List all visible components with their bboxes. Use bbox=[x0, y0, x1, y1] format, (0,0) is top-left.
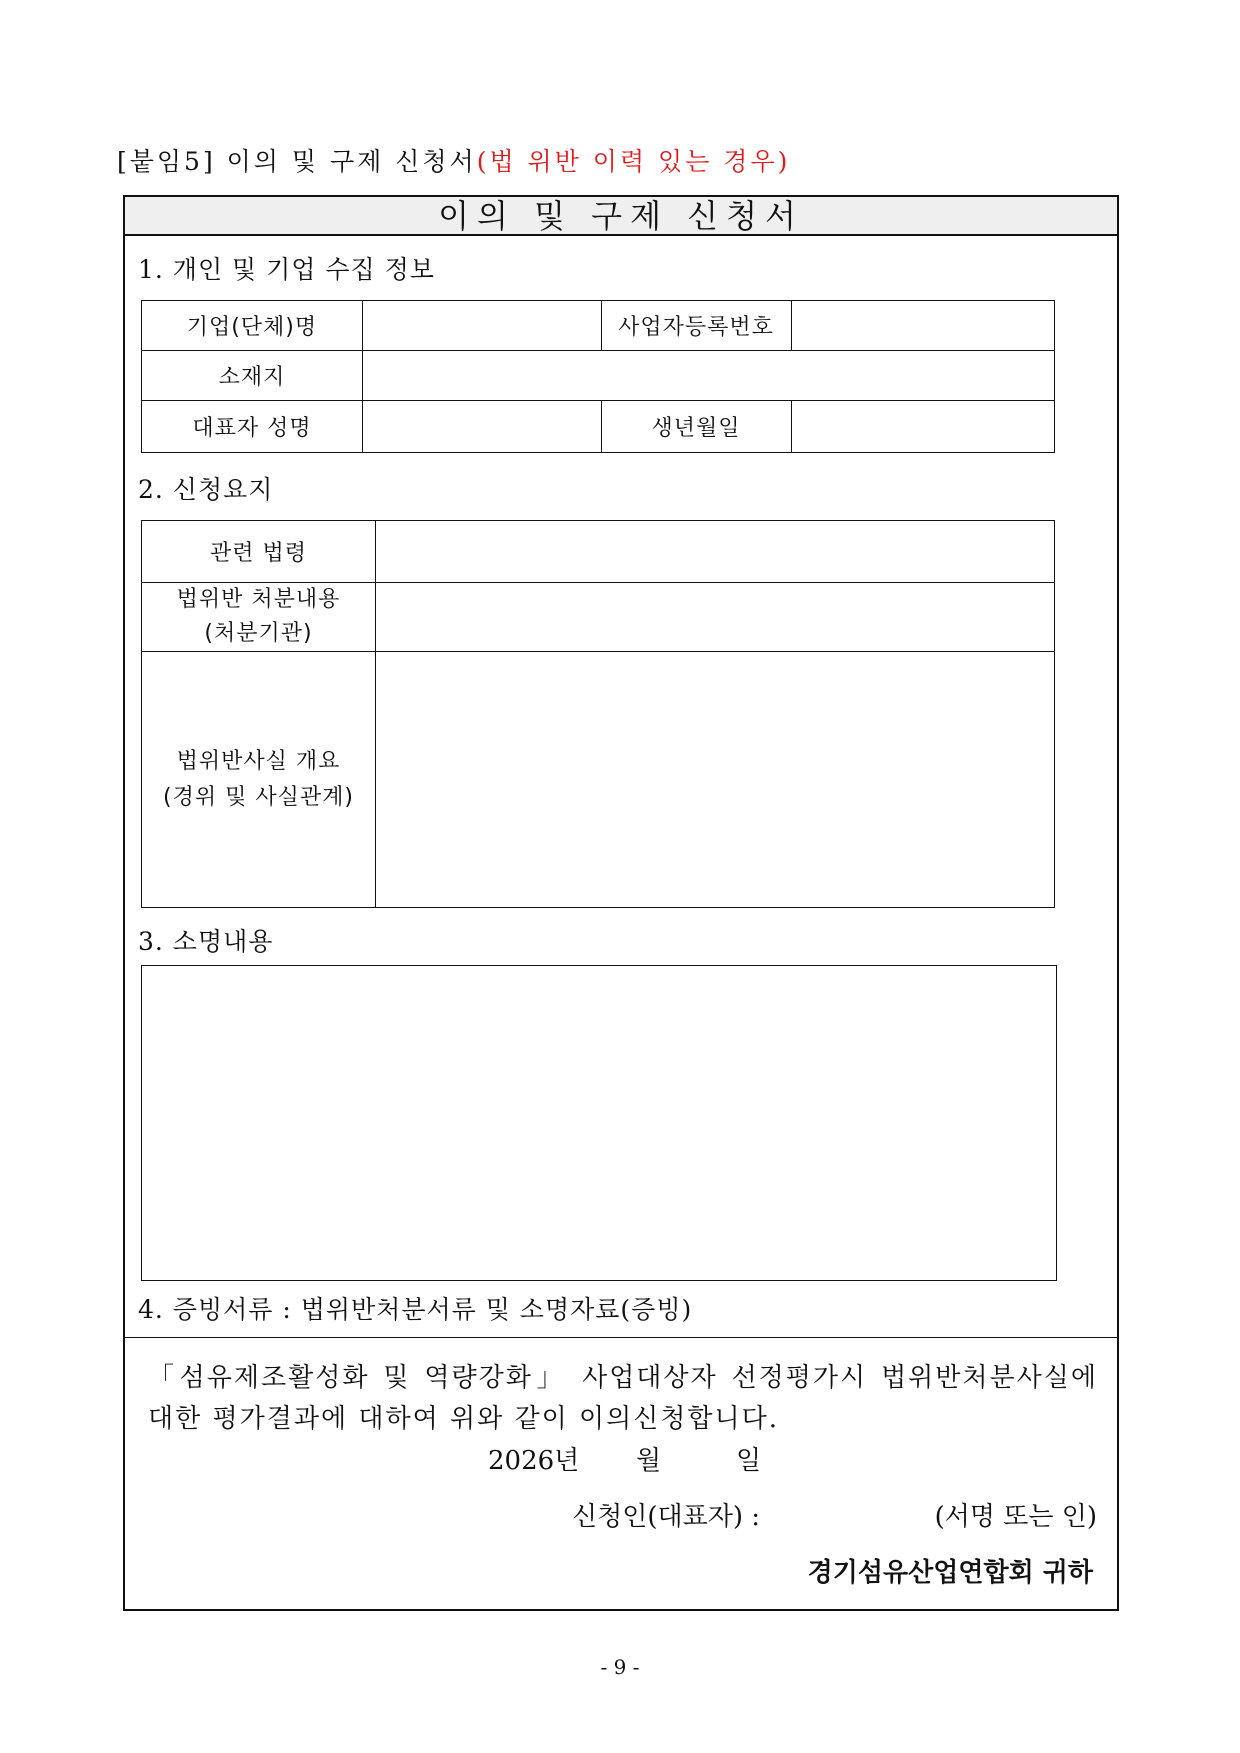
related-law-field[interactable] bbox=[376, 521, 1055, 583]
applicant-label: 신청인(대표자) : bbox=[572, 1502, 761, 1532]
violation-facts-label-line2: (경위 및 사실관계) bbox=[163, 784, 354, 810]
birth-date-field[interactable] bbox=[791, 401, 1054, 453]
recipient: 경기섬유산업연합회 귀하 bbox=[807, 1558, 1093, 1588]
section2-title: 2. 신청요지 bbox=[138, 475, 274, 504]
page-number: - 9 - bbox=[600, 1655, 640, 1679]
date-year: 2026년 bbox=[488, 1446, 580, 1476]
business-reg-no-label: 사업자등록번호 bbox=[601, 301, 791, 351]
address-field[interactable] bbox=[362, 351, 1054, 401]
section1-title: 1. 개인 및 기업 수집 정보 bbox=[138, 255, 435, 284]
address-label: 소재지 bbox=[142, 351, 363, 401]
section4-title: 4. 증빙서류 : 법위반처분서류 및 소명자료(증빙) bbox=[138, 1295, 693, 1324]
section-divider bbox=[125, 1337, 1117, 1338]
form-title: 이의 및 구제 신청서 bbox=[125, 197, 1117, 236]
heading-prefix: [붙임5] 이의 및 구제 신청서 bbox=[117, 147, 477, 176]
attachment-heading bbox=[117, 142, 790, 178]
disposition-field[interactable] bbox=[376, 583, 1055, 652]
heading-highlight: (법 위반 이력 있는 경우) bbox=[476, 147, 791, 176]
birth-date-label: 생년월일 bbox=[601, 401, 791, 453]
request-summary-table bbox=[141, 520, 1055, 908]
violation-facts-label-line1: 법위반사실 개요 bbox=[176, 748, 341, 774]
date-day: 일 bbox=[736, 1446, 762, 1476]
representative-name-label: 대표자 성명 bbox=[142, 401, 363, 453]
representative-name-field[interactable] bbox=[362, 401, 601, 453]
disposition-label bbox=[142, 583, 376, 652]
violation-facts-label bbox=[142, 652, 376, 908]
company-name-field[interactable] bbox=[362, 301, 601, 351]
explanation-field[interactable] bbox=[141, 965, 1057, 1281]
related-law-label: 관련 법령 bbox=[142, 521, 376, 583]
company-info-table bbox=[141, 300, 1055, 453]
declaration-text: 「섬유제조활성화 및 역량강화」 사업대상자 선정평가시 법위반처분사실에 대한 평가결과에 대하여 위와 같이 이의신청합니다. bbox=[148, 1363, 1098, 1434]
violation-facts-field[interactable] bbox=[376, 652, 1055, 908]
signature-note: (서명 또는 인) bbox=[934, 1502, 1097, 1532]
business-reg-no-field[interactable] bbox=[791, 301, 1054, 351]
disposition-label-line1: 법위반 처분내용 bbox=[176, 587, 341, 612]
company-name-label: 기업(단체)명 bbox=[142, 301, 363, 351]
section3-title: 3. 소명내용 bbox=[138, 927, 274, 956]
disposition-label-line2: (처분기관) bbox=[204, 621, 313, 646]
date-month: 월 bbox=[636, 1446, 662, 1476]
